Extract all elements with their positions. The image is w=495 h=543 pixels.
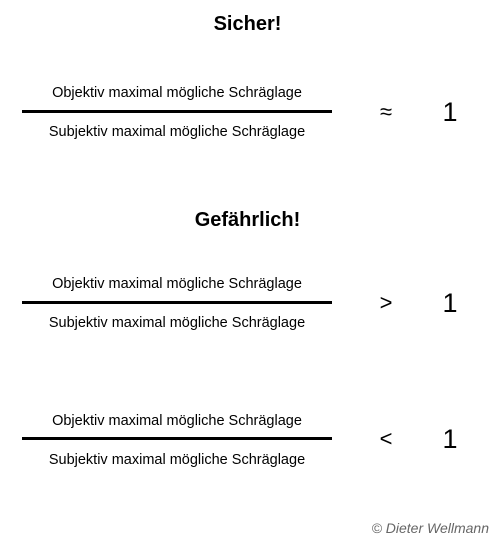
fraction-denominator-greater: Subjektiv maximal mögliche Schräglage: [48, 315, 306, 331]
heading-safe: Sicher!: [213, 13, 282, 35]
operator-greater-than: >: [379, 290, 393, 315]
operator-less-than: <: [379, 426, 393, 451]
value-greater: 1: [442, 288, 458, 318]
fraction-numerator-greater: Objektiv maximal mögliche Schräglage: [52, 276, 302, 292]
fraction-numerator-less: Objektiv maximal mögliche Schräglage: [52, 413, 302, 429]
heading-dangerous: Gefährlich!: [194, 209, 301, 231]
fraction-line-greater: [22, 301, 332, 304]
fraction-denominator-safe: Subjektiv maximal mögliche Schräglage: [48, 124, 306, 140]
fraction-denominator-less: Subjektiv maximal mögliche Schräglage: [48, 452, 306, 468]
fraction-line-less: [22, 437, 332, 440]
operator-approx: ≈: [379, 99, 393, 124]
value-less: 1: [442, 424, 458, 454]
fraction-line-safe: [22, 110, 332, 113]
copyright-notice: © Dieter Wellmann: [371, 520, 489, 536]
value-safe: 1: [442, 97, 458, 127]
fraction-numerator-safe: Objektiv maximal mögliche Schräglage: [52, 85, 302, 101]
